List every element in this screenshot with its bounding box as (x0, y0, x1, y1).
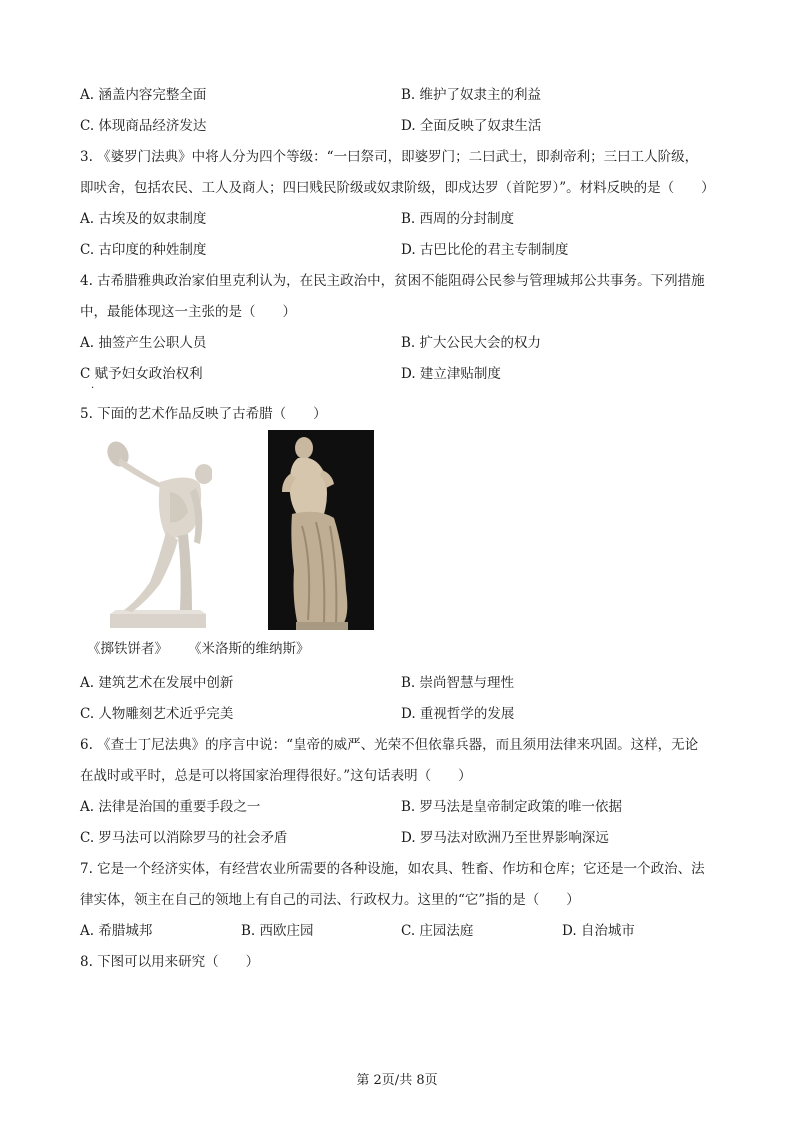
q4-option-a: A. 抽签产生公职人员 (80, 335, 207, 351)
q2-option-a: A. 涵盖内容完整全面 (80, 87, 207, 103)
q8-stem: 8. 下图可以用来研究（ ） (80, 954, 260, 970)
q4-option-b: B. 扩大公民大会的权力 (401, 335, 542, 351)
discobolus-caption: 《掷铁饼者》 (87, 641, 168, 657)
venus-caption: 《米洛斯的维纳斯》 (188, 641, 310, 657)
q6-option-d: D. 罗马法对欧洲乃至世界影响深远 (401, 830, 609, 846)
q7-stem-line2: 律实体，领主在自己的领地上有自己的司法、行政权力。这里的“它”指的是（ ） (80, 892, 580, 908)
q2-option-c: C. 体现商品经济发达 (80, 118, 207, 134)
q5-option-a: A. 建筑艺术在发展中创新 (80, 675, 234, 691)
q7-option-d: D. 自治城市 (562, 923, 635, 939)
q7-option-a: A. 希腊城邦 (80, 923, 153, 939)
q6-option-b: B. 罗马法是皇帝制定政策的唯一依据 (401, 799, 623, 815)
q3-option-d: D. 古巴比伦的君主专制制度 (401, 242, 569, 258)
q3-stem-line1: 3. 《婆罗门法典》中将人分为四个等级：“一曰祭司，即婆罗门；二曰武士，即刹帝利；三曰工人阶级， (80, 149, 699, 165)
q3-option-a: A. 古埃及的奴隶制度 (80, 211, 207, 227)
q6-stem-line1: 6. 《查士丁尼法典》的序言中说：“皇帝的威严、光荣不但依靠兵器，而且须用法律来巩固。这样，无论 (80, 737, 699, 753)
q5-option-b: B. 崇尚智慧与理性 (401, 675, 515, 691)
q4-stem-line1: 4. 古希腊雅典政治家伯里克利认为，在民主政治中，贫困不能阻碍公民参与管理城邦公共事务。下列措施 (80, 273, 705, 289)
discobolus-statue-image (100, 432, 212, 632)
q5-stem: 5. 下面的艺术作品反映了古希腊（ ） (80, 406, 327, 422)
q4-option-c: C 赋予妇女政治权利 (80, 366, 203, 382)
q5-option-d: D. 重视哲学的发展 (401, 706, 515, 722)
q7-option-b: B. 西欧庄园 (241, 923, 314, 939)
q4-stem-line2: 中，最能体现这一主张的是（ ） (80, 304, 296, 320)
page-number-footer: 第 2页/共 8页 (356, 1073, 438, 1088)
venus-de-milo-statue-image (268, 430, 374, 630)
q3-stem-line2: 即吠舍，包括农民、工人及商人；四曰贱民阶级或奴隶阶级，即戍达罗（首陀罗）”。材料反映的是（ ） (80, 180, 715, 196)
q6-option-c: C. 罗马法可以消除罗马的社会矛盾 (80, 830, 288, 846)
q3-option-b: B. 西周的分封制度 (401, 211, 515, 227)
q3-option-c: C. 古印度的种姓制度 (80, 242, 207, 258)
stray-dot: · (91, 383, 95, 394)
q2-option-b: B. 维护了奴隶主的利益 (401, 87, 542, 103)
q6-option-a: A. 法律是治国的重要手段之一 (80, 799, 261, 815)
q4-option-d: D. 建立津贴制度 (401, 366, 501, 382)
q7-stem-line1: 7. 它是一个经济实体，有经营农业所需要的各种设施，如农具、牲畜、作坊和仓库；它还是一个政治、法 (80, 861, 705, 877)
q2-option-d: D. 全面反映了奴隶生活 (401, 118, 542, 134)
q7-option-c: C. 庄园法庭 (401, 923, 474, 939)
q6-stem-line2: 在战时或平时，总是可以将国家治理得很好。”这句话表明（ ） (80, 768, 472, 784)
q5-option-c: C. 人物雕刻艺术近乎完美 (80, 706, 234, 722)
